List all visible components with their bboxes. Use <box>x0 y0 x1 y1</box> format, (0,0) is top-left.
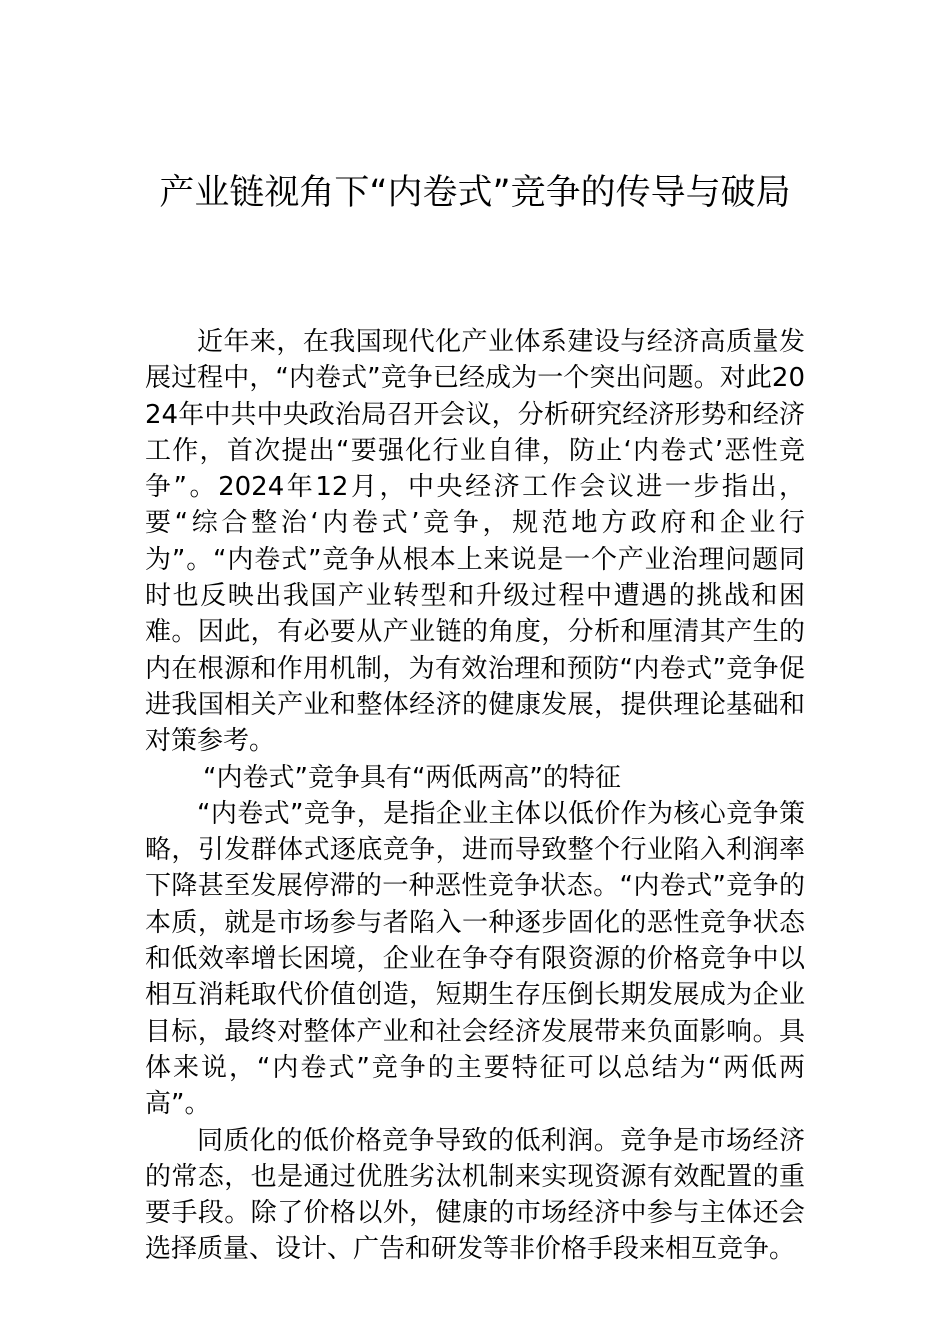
intro-paragraph: 近年来，在我国现代化产业体系建设与经济高质量发展过程中，“内卷式”竞争已经成为一个突出问题。对此2024年中共中央政治局召开会议，分析研究经济形势和经济工作，首次提出“要强化行业自律，防止‘内卷式’恶性竞争”。2024年12月，中央经济工作会议进一步指出，要“综合整治‘内卷式’竞争，规范地方政府和企业行为”。“内卷式”竞争从根本上来说是一个产业治理问题同时也反映出我国产业转型和升级过程中遭遇的挑战和困难。因此，有必要从产业链的角度，分析和厘清其产生的内在根源和作用机制，为有效治理和预防“内卷式”竞争促进我国相关产业和整体经济的健康发展，提供理论基础和对策参考。 <box>145 327 805 757</box>
section-heading: “内卷式”竞争具有“两低两高”的特征 <box>203 762 621 793</box>
document-body <box>145 324 805 1268</box>
document-title: 产业链视角下“内卷式”竞争的传导与破局 <box>159 173 791 213</box>
section-paragraph-2: 同质化的低价格竞争导致的低利润。竞争是市场经济的常态，也是通过优胜劣汰机制来实现资源有效配置的重要手段。除了价格以外，健康的市场经济中参与主体还会选择质量、设计、广告和研发等非价格手段来相互竞争。 <box>145 1125 805 1265</box>
section-paragraph-1: “内卷式”竞争，是指企业主体以低价作为核心竞争策略，引发群体式逐底竞争，进而导致整个行业陷入利润率下降甚至发展停滞的一种恶性竞争状态。“内卷式”竞争的本质，就是市场参与者陷入一种逐步固化的恶性竞争状态和低效率增长困境，企业在争夺有限资源的价格竞争中以相互消耗取代价值创造，短期生存压倒长期发展成为企业目标，最终对整体产业和社会经济发展带来负面影响。具体来说，“内卷式”竞争的主要特征可以总结为“两低两高”。 <box>145 798 805 1120</box>
